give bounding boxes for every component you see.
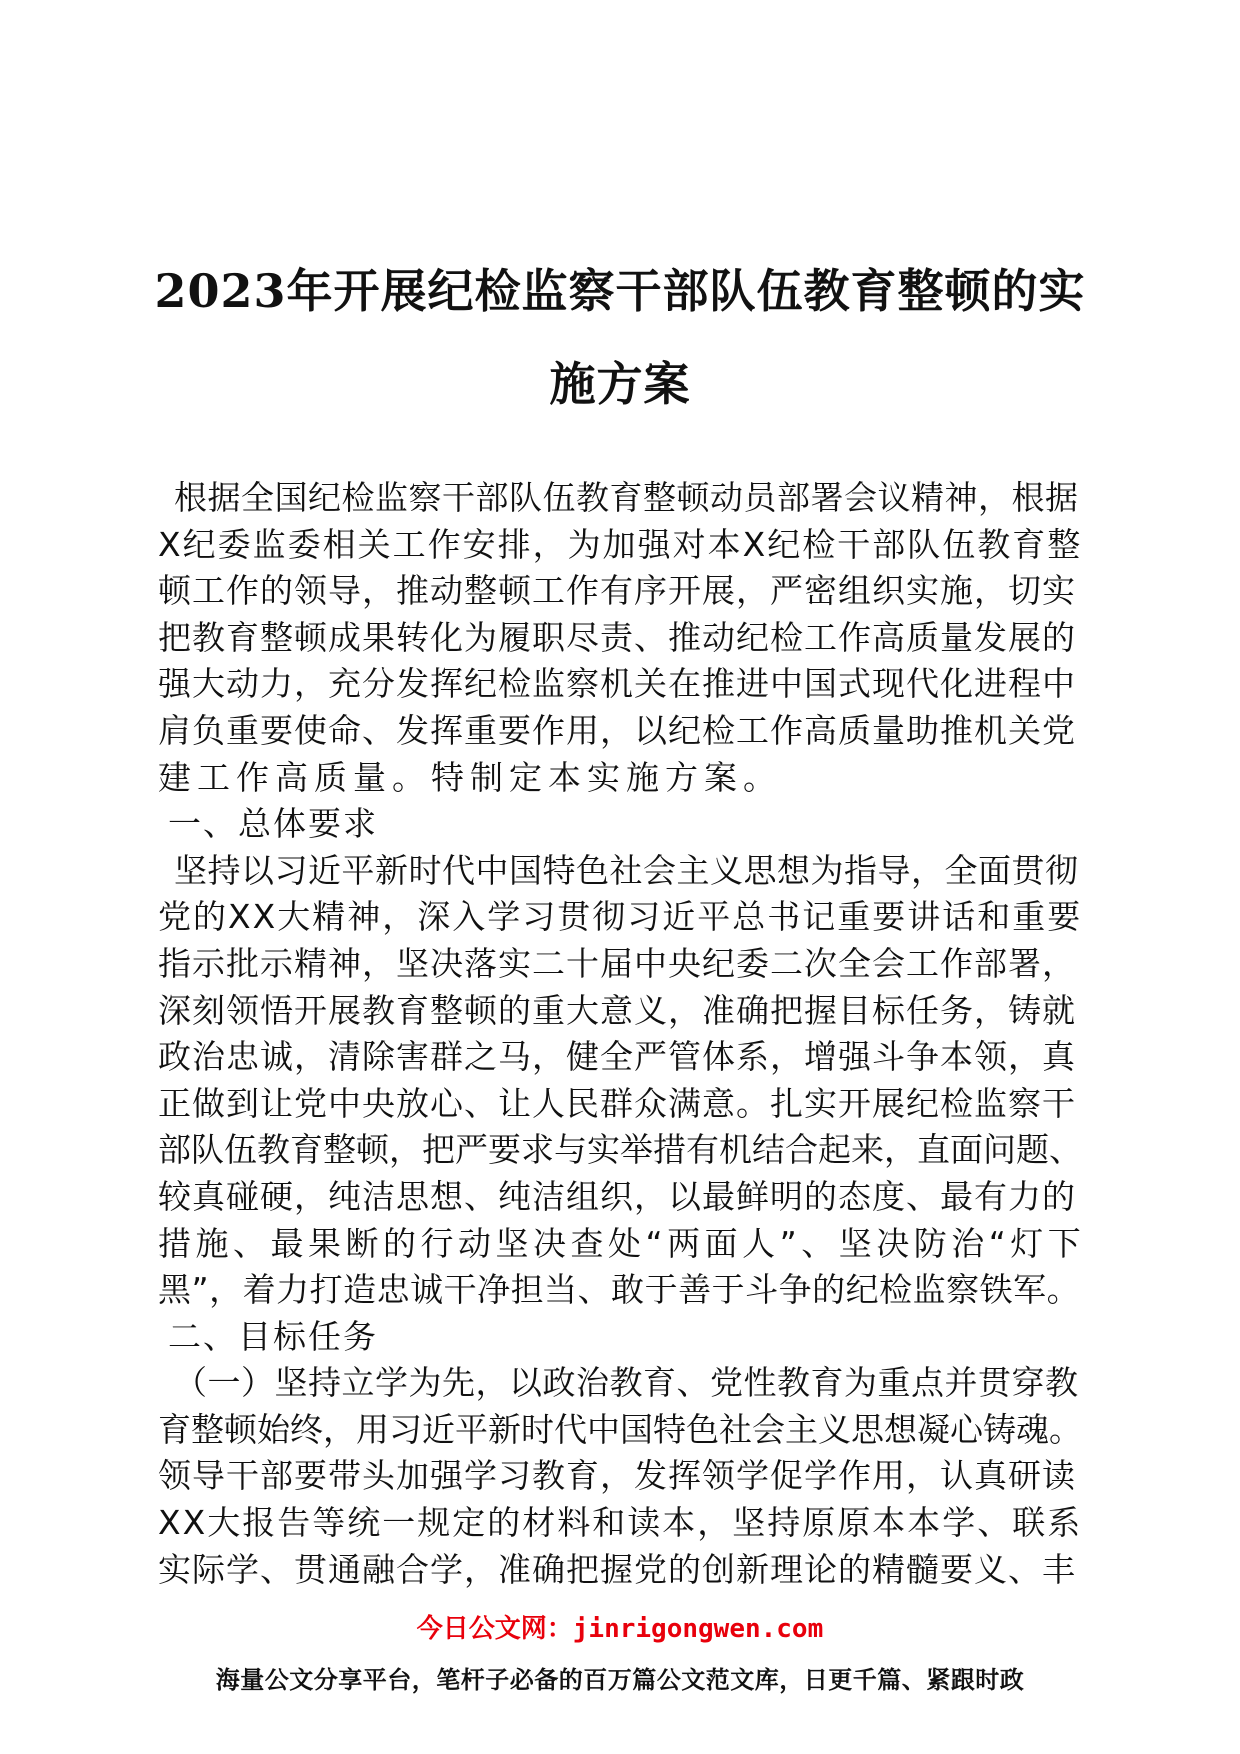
body-line: 党的XX大精神，深入学习贯彻习近平总书记重要讲话和重要 (158, 897, 1083, 937)
body-line: 措施、最果断的行动坚决查处“两面人”、坚决防治“灯下 (158, 1223, 1086, 1263)
body-line: 较真碰硬，纯洁思想、纯洁组织，以最鲜明的态度、最有力的 (158, 1176, 1076, 1216)
document-title-line-1: 2023年开展纪检监察干部队伍教育整顿的实 (154, 264, 1086, 318)
footer-site-name: 今日公文网： (416, 1614, 573, 1644)
footer-site[interactable] (0, 1608, 1240, 1645)
body-line: 肩负重要使命、发挥重要作用，以纪检工作高质量助推机关党 (158, 710, 1076, 750)
body-line: 顿工作的领导，推动整顿工作有序开展，严密组织实施，切实 (158, 571, 1076, 611)
body-line: 把教育整顿成果转化为履职尽责、推动纪检工作高质量发展的 (158, 617, 1076, 657)
body-line: 黑”，着力打造忠诚干净担当、敢于善于斗争的纪检监察铁军。 (158, 1270, 1081, 1310)
body-line: 实际学、贯通融合学，准确把握党的创新理论的精髓要义、丰 (158, 1549, 1076, 1589)
body-line: 建工作高质量。特制定本实施方案。 (158, 757, 782, 797)
body-line: XX大报告等统一规定的材料和读本，坚持原原本本学、联系 (158, 1503, 1083, 1543)
section-heading: 二、目标任务 (168, 1316, 378, 1356)
body-line: X纪委监委相关工作安排，为加强对本X纪检干部队伍教育整 (158, 524, 1083, 564)
body-line: 根据全国纪检监察干部队伍教育整顿动员部署会议精神，根据 (174, 478, 1079, 517)
body-line: 育整顿始终，用习近平新时代中国特色社会主义思想凝心铸魂。 (158, 1409, 1082, 1449)
body-line: 领导干部要带头加强学习教育，发挥领学促学作用，认真研读 (158, 1456, 1076, 1496)
body-line: 深刻领悟开展教育整顿的重大意义，准确把握目标任务，铸就 (158, 990, 1076, 1030)
body-line: 正做到让党中央放心、让人民群众满意。扎实开展纪检监察干 (158, 1083, 1076, 1123)
body-line: 部队伍教育整顿，把严要求与实举措有机结合起来，直面问题、 (158, 1130, 1082, 1170)
document-title-line-2: 施方案 (549, 357, 691, 411)
section-heading: 一、总体要求 (168, 804, 378, 844)
body-line: 强大动力，充分发挥纪检监察机关在推进中国式现代化进程中 (158, 664, 1076, 704)
footer-site-url[interactable]: jinrigongwen.com (572, 1614, 824, 1644)
body-line: 坚持以习近平新时代中国特色社会主义思想为指导，全面贯彻 (174, 850, 1079, 890)
body-line: 政治忠诚，清除害群之马，健全严管体系，增强斗争本领，真 (158, 1037, 1076, 1077)
document-body (158, 475, 1088, 1593)
footer-slogan: 海量公文分享平台，笔杆子必备的百万篇公文范文库，日更千篇、紧跟时政 (215, 1666, 1025, 1694)
body-line: （一）坚持立学为先，以政治教育、党性教育为重点并贯穿教 (174, 1363, 1079, 1403)
body-line: 指示批示精神，坚决落实二十届中央纪委二次全会工作部署， (158, 943, 1076, 983)
